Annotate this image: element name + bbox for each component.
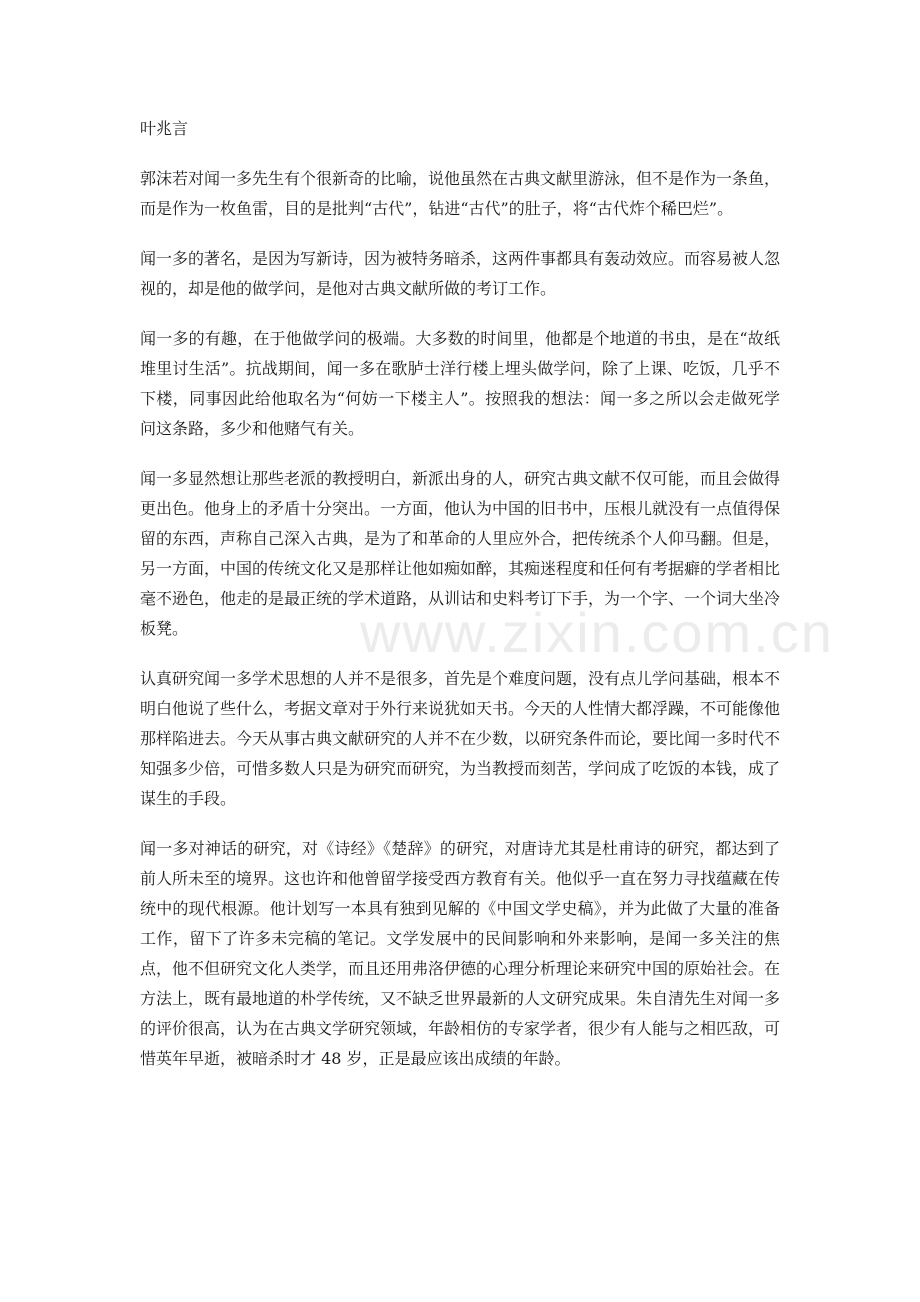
paragraph-2: 闻一多的著名，是因为写新诗，因为被特务暗杀，这两件事都具有轰动效应。而容易被人忽视的，却是他的做学问，是他对古典文献所做的考订工作。: [140, 249, 781, 298]
paragraph-6: 闻一多对神话的研究，对《诗经》《楚辞》的研究，对唐诗尤其是杜甫诗的研究，都达到了前人所未至的境界。这也许和他曾留学接受西方教育有关。他似乎一直在努力寻找蕴藏在传统中的现代根源。他计划写一本具有独到见解的《中国文学史稿》，并为此做了大量的准备工作，留下了许多未完稿的笔记。文学发展中的民间影响和外来影响，是闻一多关注的焦点，他不但研究文化人类学，而且还用弗洛伊德的心理分析理论来研究中国的原始社会。在方法上，既有最地道的朴学传统，又不缺乏世界最新的人文研究成果。朱自清先生对闻一多的评价很高，认为在古典文学研究领域，年龄相仿的专家学者，很少有人能与之相匹敌，可惜英年早逝，被暗杀时才 48 岁，正是最应该出成绩的年龄。: [140, 839, 781, 1068]
watermark: www.zixin.com.cn: [360, 601, 834, 664]
author-name: 叶兆言: [140, 119, 189, 138]
paragraph-1: 郭沫若对闻一多先生有个很新奇的比喻，说他虽然在古典文献里游泳，但不是作为一条鱼，而是作为一枚鱼雷，目的是批判“古代”，钻进“古代”的肚子，将“古代炸个稀巴烂”。: [140, 169, 781, 218]
article-body: [140, 114, 780, 1094]
paragraph-3: 闻一多的有趣，在于他做学问的极端。大多数的时间里，他都是个地道的书虫，是在“故纸堆里讨生活”。抗战期间，闻一多在歌胪士洋行楼上埋头做学问，除了上课、吃饭，几乎不下楼，同事因此给他取名为“何妨一下楼主人”。按照我的想法：闻一多之所以会走做死学问这条路，多少和他赌气有关。: [140, 329, 780, 438]
paragraph-5: 认真研究闻一多学术思想的人并不是很多，首先是个难度问题，没有点儿学问基础，根本不明白他说了些什么，考据文章对于外行来说犹如天书。今天的人性情大都浮躁，不可能像他那样陷进去。今天从事古典文献研究的人并不在少数，以研究条件而论，要比闻一多时代不知强多少倍，可惜多数人只是为研究而研究，为当教授而刻苦，学问成了吃饭的本钱，成了谋生的手段。: [140, 669, 781, 808]
paragraph-4: 闻一多显然想让那些老派的教授明白，新派出身的人，研究古典文献不仅可能，而且会做得更出色。他身上的矛盾十分突出。一方面，他认为中国的旧书中，压根儿就没有一点值得保留的东西，声称自己深入古典，是为了和革命的人里应外合，把传统杀个人仰马翻。但是，另一方面，中国的传统文化又是那样让他如痴如醉，其痴迷程度和任何有考据癖的学者相比毫不逊色，他走的是最正统的学术道路，从训诂和史料考订下手，为一个字、一个词大坐冷板凳。: [140, 469, 781, 638]
